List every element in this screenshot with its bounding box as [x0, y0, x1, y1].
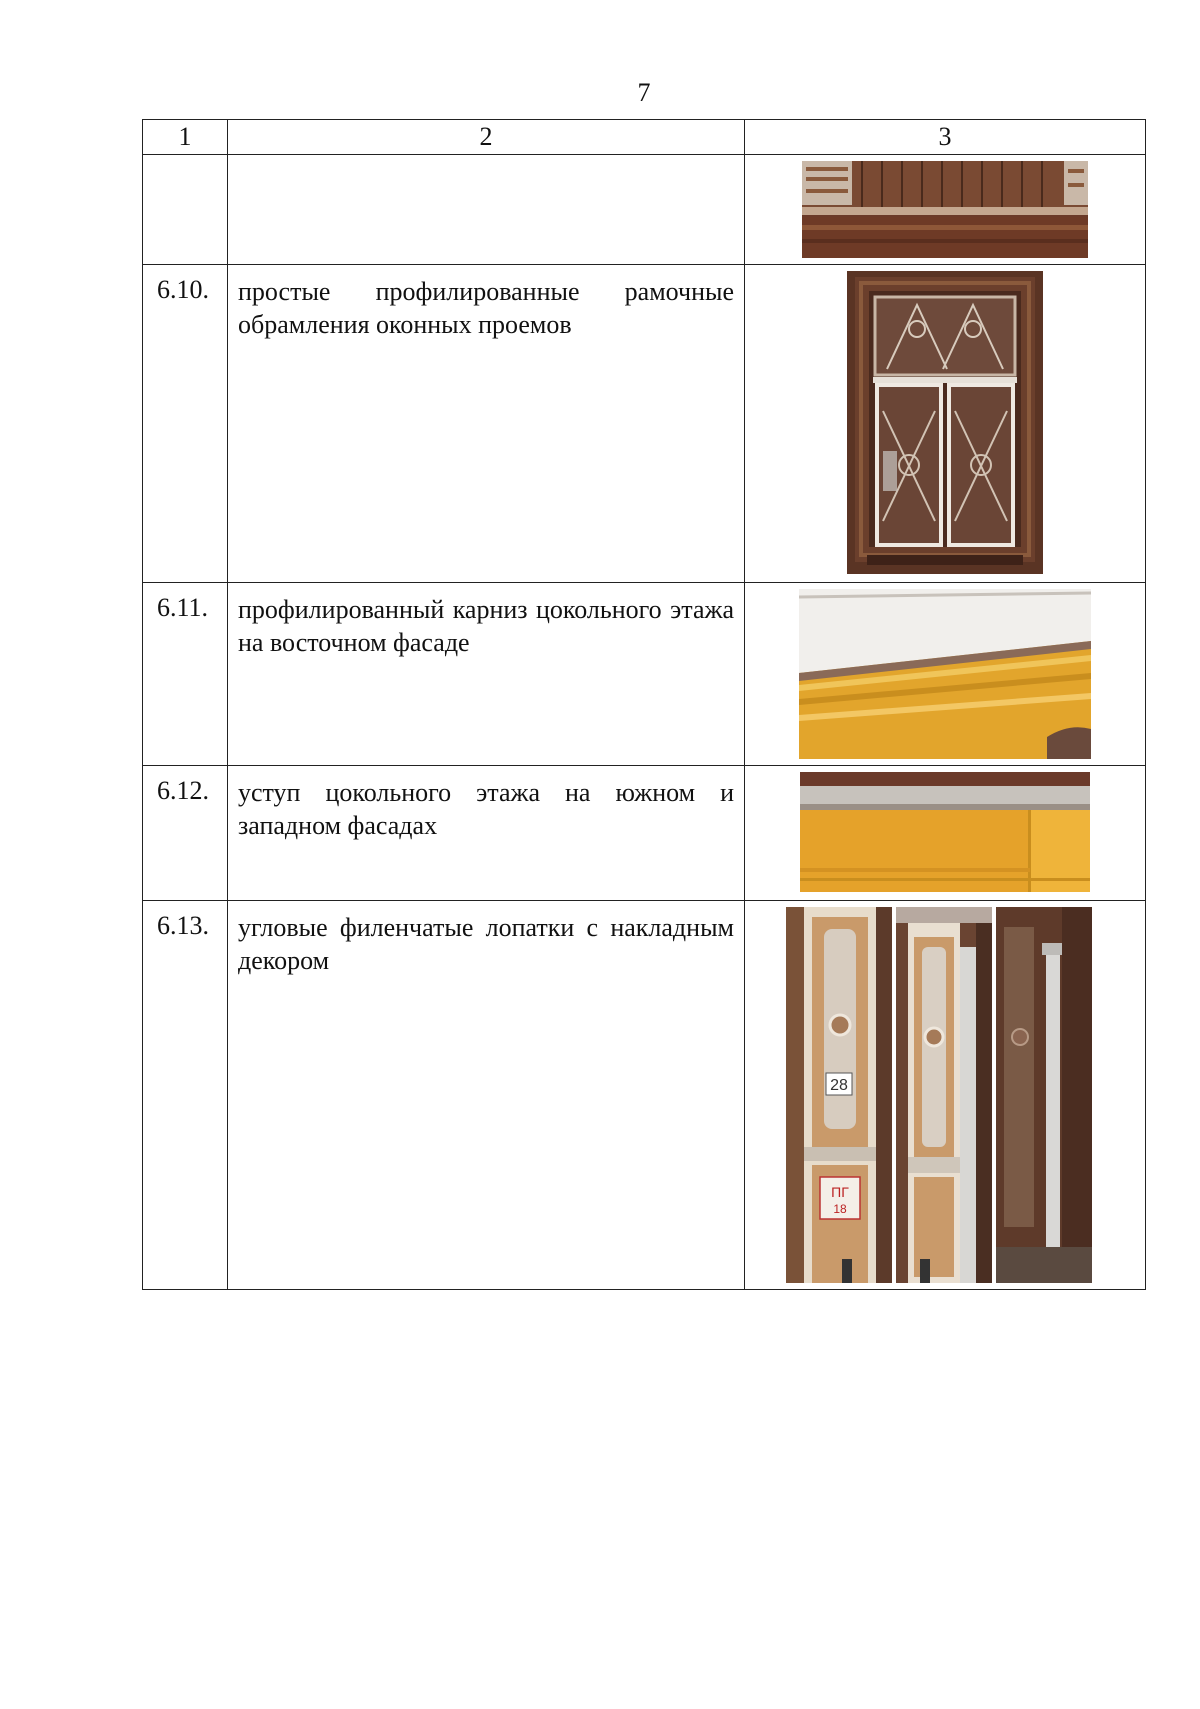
row-number — [143, 155, 228, 265]
column-header-3: 3 — [745, 120, 1146, 155]
row-description: угловые филенчатые лопатки с накладным декором — [228, 901, 745, 1290]
window-frame-photo — [847, 271, 1043, 574]
fire-hydrant-sign-label: ПГ — [831, 1184, 849, 1200]
row-description: простые профилированные рамочные обрамления оконных проемов — [228, 265, 745, 583]
house-number-label: 28 — [830, 1077, 848, 1094]
column-header-1: 1 — [143, 120, 228, 155]
row-number: 6.13. — [143, 901, 228, 1290]
pilaster-photo-1 — [786, 907, 892, 1283]
pilaster-photo-2 — [896, 907, 992, 1283]
row-description: профилированный карниз цокольного этажа на восточном фасаде — [228, 583, 745, 766]
row-description — [228, 155, 745, 265]
fire-hydrant-sign-number: 18 — [833, 1202, 847, 1216]
page-number: 7 — [637, 78, 651, 107]
row-photo-cell — [745, 901, 1146, 1290]
table-row — [143, 901, 1146, 1290]
table-row — [143, 583, 1146, 766]
table-row — [143, 155, 1146, 265]
row-photo-cell — [745, 583, 1146, 766]
row-number: 6.10. — [143, 265, 228, 583]
table-row — [143, 766, 1146, 901]
row-photo-cell — [745, 265, 1146, 583]
column-header-2: 2 — [228, 120, 745, 155]
row-photo-cell — [745, 155, 1146, 265]
table-row — [143, 265, 1146, 583]
pilaster-photo-3 — [996, 907, 1092, 1283]
corner-pilasters-photo — [786, 907, 1104, 1283]
plinth-cornice-photo — [799, 589, 1091, 759]
row-description: уступ цокольного этажа на южном и западном фасадах — [228, 766, 745, 901]
heritage-elements-table — [142, 119, 1146, 1290]
row-number: 6.12. — [143, 766, 228, 901]
row-number: 6.11. — [143, 583, 228, 766]
plinth-ledge-photo — [800, 772, 1090, 892]
row-photo-cell — [745, 766, 1146, 901]
table-header-row — [143, 120, 1146, 155]
cornice-fragment-photo — [802, 161, 1088, 258]
